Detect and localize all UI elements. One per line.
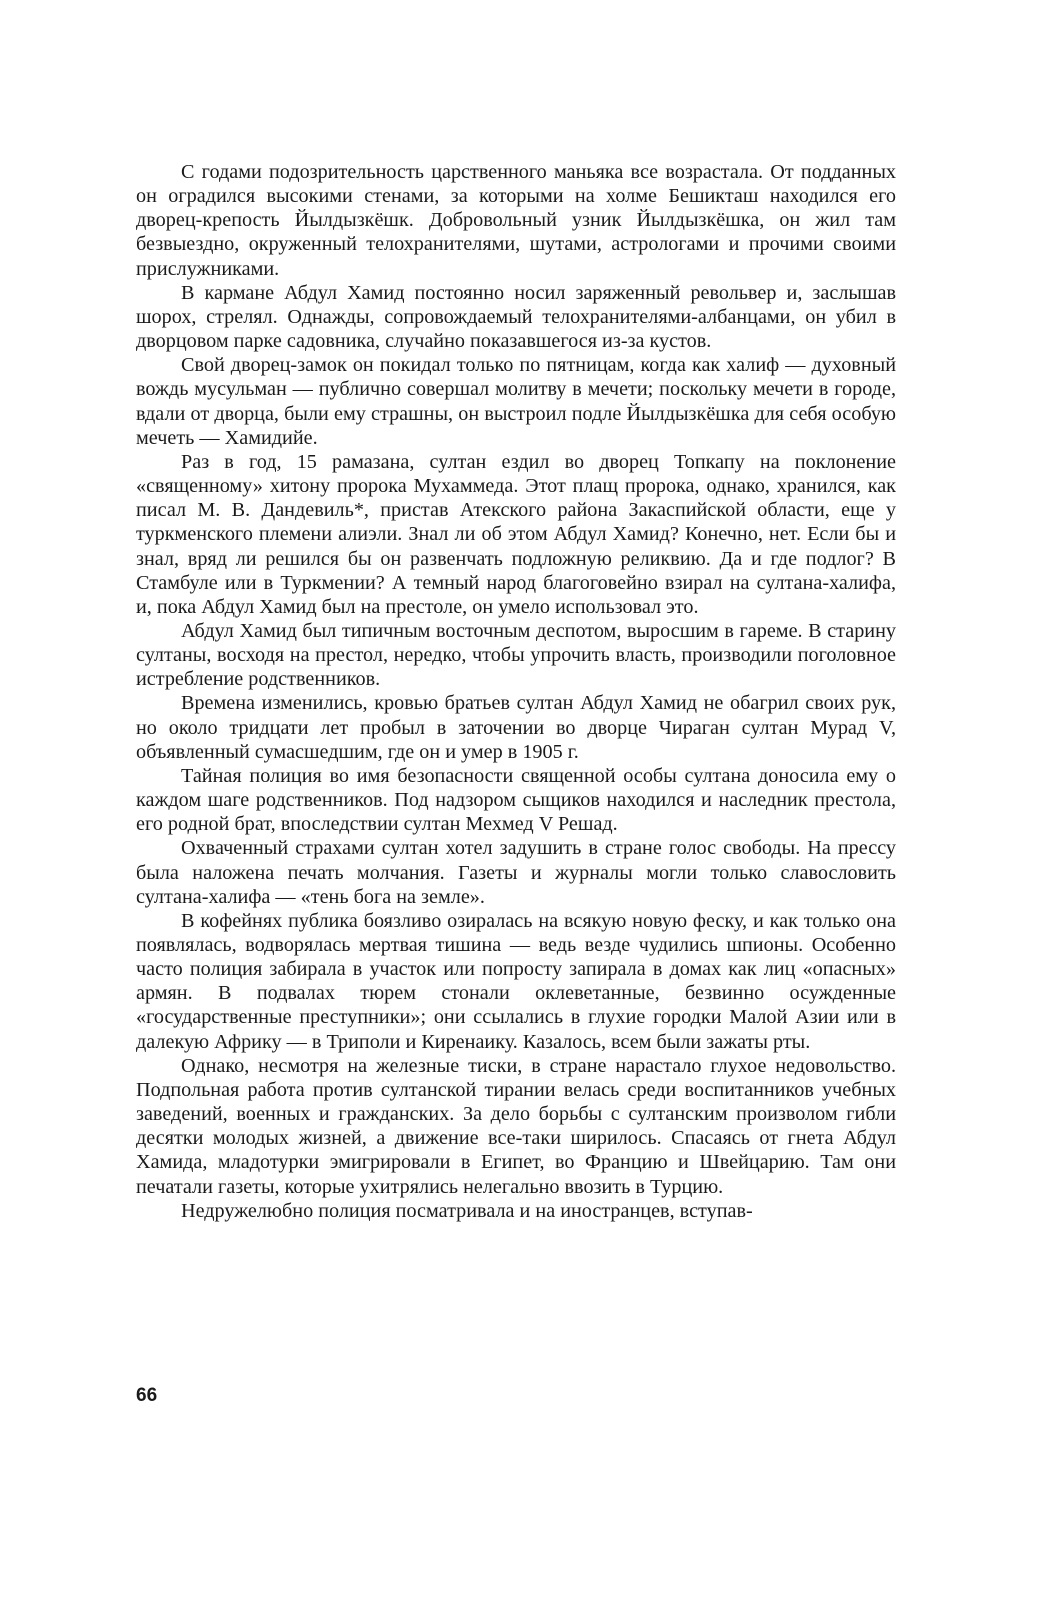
paragraph-8: Охваченный страхами султан хотел задушить в стране голос свободы. На прессу была наложена печать молчания. Газеты и журналы могли только славословить султана-халифа — «тень бога на земле». [136,837,896,908]
paragraph-11: Недружелюбно полиция посматривала и на иностранцев, вступав- [181,1199,753,1222]
paragraph-10: Однако, несмотря на железные тиски, в стране нарастало глухое недовольство. Подпольная работа против султанской тирании велась среди воспитанников учебных заведений, военных и гражданских. За дело борьбы с султанским произволом гибли десятки молодых жизней, а движение все-таки ширилось. Спасаясь от гнета Абдул Хамида, младотурки эмигрировали в Египет, во Францию и Швейцарию. Там они печатали газеты, которые ухитрялись нелегально ввозить в Турцию. [136,1054,896,1198]
paragraph-4: Раз в год, 15 рамазана, султан ездил во дворец Топкапу на поклонение «священному» хитону пророка Мухаммеда. Этот плащ пророка, однако, хранился, как писал М. В. Дандевиль*, пристав Атекского района Закаспийской области, еще у туркменского племени алиэли. Знал ли об этом Абдул Хамид? Конечно, нет. Если бы и знал, вряд ли решился бы он развенчать подложную реликвию. Да и где подлог? В Стамбуле или в Туркмении? А темный народ благоговейно взирал на султана-халифа, и, пока Абдул Хамид был на престоле, он умело использовал это. [136,450,896,618]
paragraph-7: Тайная полиция во имя безопасности священной особы султана доносила ему о каждом шаге родственников. Под надзором сыщиков находился и наследник престола, его родной брат, впоследствии султан Мехмед V Решад. [136,764,896,836]
paragraph-5: Абдул Хамид был типичным восточным деспотом, выросшим в гареме. В старину султаны, восходя на престол, нередко, чтобы упрочить власть, производили поголовное истребление родственников. [136,619,896,691]
paragraph-9: В кофейнях публика боязливо озиралась на всякую новую феску, и как только она появлялась, водворялась мертвая тишина — ведь везде чудились шпионы. Особенно часто полиция забирала в участок или попросту запирала в домах как лиц «опасных» армян. В подвалах тюрем стонали оклеветанные, безвинно осужденные «государственные преступники»; они ссылались в глухие городки Малой Азии или в далекую Африку — в Триполи и Киренаику. Казалось, всем были зажаты рты. [136,909,896,1053]
paragraph-1: С годами подозрительность царственного маньяка все возрастала. От подданных он оградился высокими стенами, за которыми на холме Бешикташ находился его дворец-крепость Йылдызкёшк. Добровольный узник Йылдызкёшка, он жил там безвыездно, окруженный телохранителями, шутами, астрологами и прочими своими прислужниками. [136,161,896,280]
paragraph-3: Свой дворец-замок он покидал только по пятницам, когда как халиф — духовный вождь мусульман — публично совершал молитву в мечети; поскольку мечети в городе, вдали от дворца, были ему страшны, он выстроил подле Йылдызкёшка для себя особую мечеть — Хамидийе. [136,354,896,449]
page-number: 66 [136,1385,158,1406]
paragraph-2: В кармане Абдул Хамид постоянно носил заряженный револьвер и, заслышав шорох, стрелял. Однажды, сопровождаемый телохранителями-албанцами, он убил в дворцовом парке садовника, случайно показавшегося из-за кустов. [136,281,896,353]
paragraph-6: Времена изменились, кровью братьев султан Абдул Хамид не обагрил своих рук, но около тридцати лет пробыл в заточении во дворце Чираган султан Мурад V, объявленный сумасшедшим, где он и умер в 1905 г. [136,692,896,763]
page-text [136,160,896,1223]
